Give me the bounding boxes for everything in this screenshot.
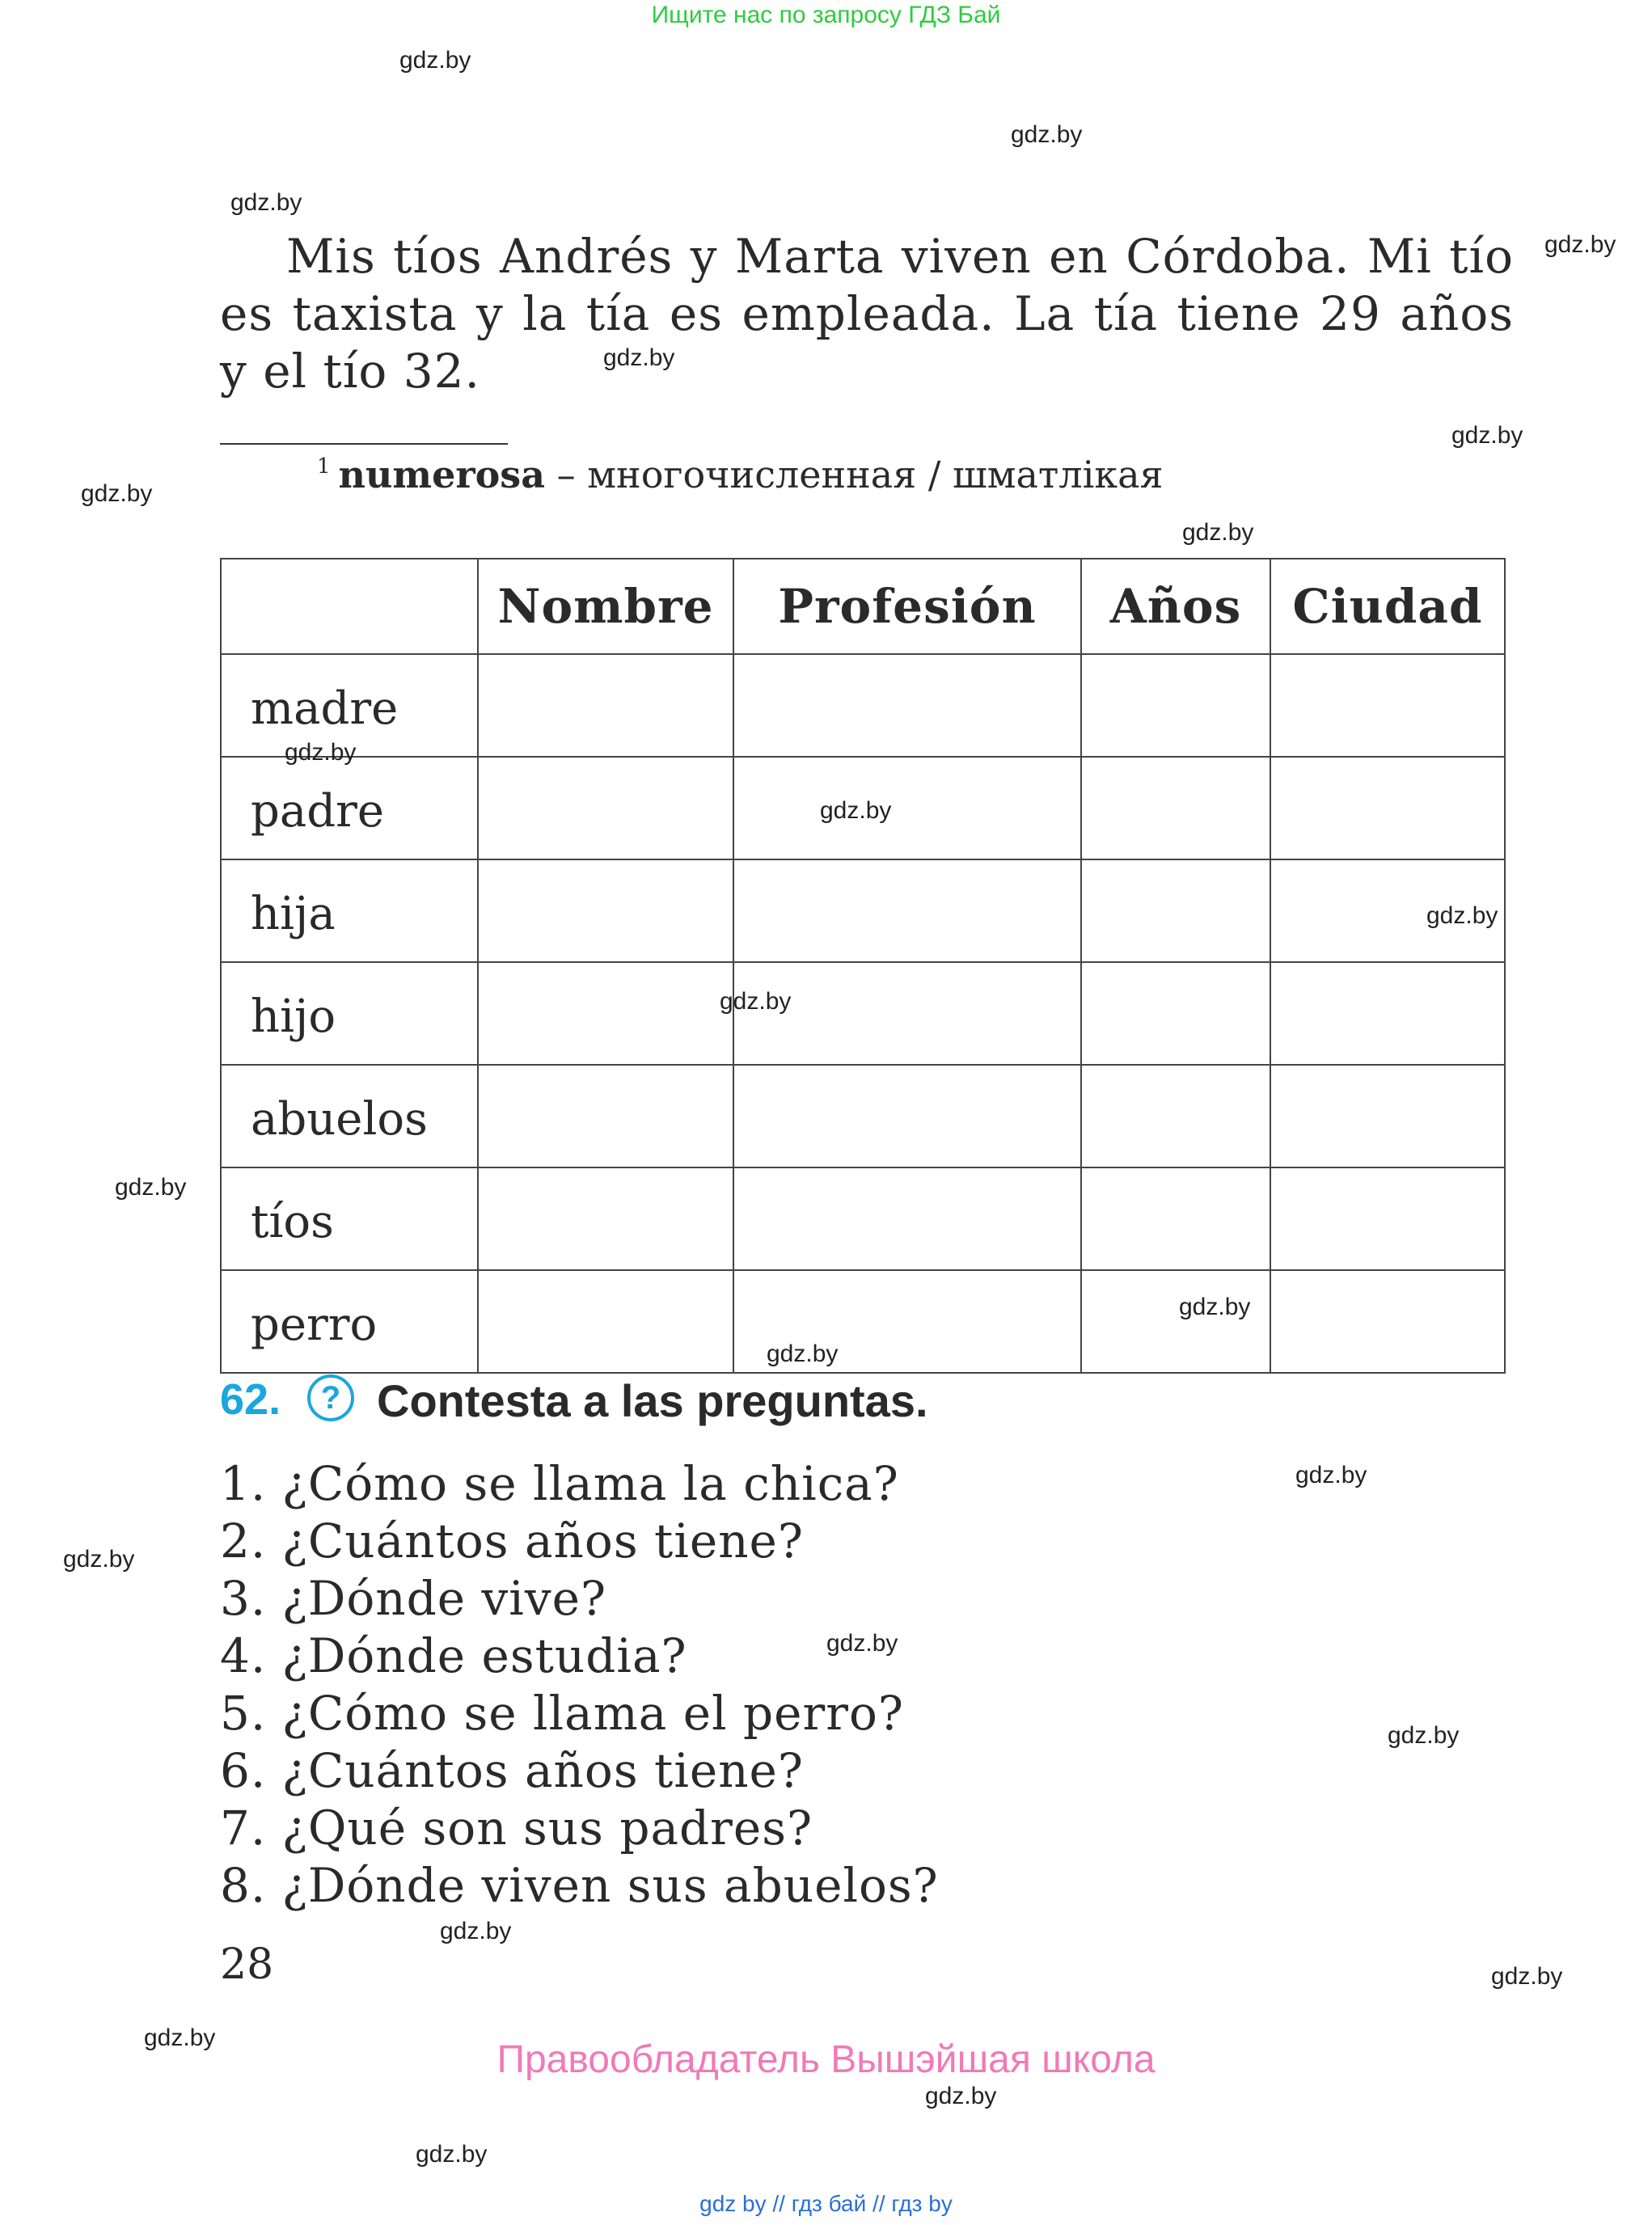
table-header-blank <box>221 559 478 654</box>
answer-cell[interactable] <box>1081 757 1270 859</box>
list-item: 3. ¿Dónde vive? <box>220 1571 607 1626</box>
row-label: perro <box>221 1270 478 1373</box>
watermark: gdz.by <box>720 988 792 1015</box>
answer-cell[interactable] <box>733 859 1081 962</box>
row-label: abuelos <box>221 1065 478 1167</box>
question-list <box>220 1455 939 1915</box>
list-item: 8. ¿Dónde viven sus abuelos? <box>220 1858 939 1913</box>
answer-cell[interactable] <box>478 1270 733 1373</box>
table-row <box>221 1270 1505 1373</box>
watermark: gdz.by <box>144 2024 216 2051</box>
answer-cell[interactable] <box>478 962 733 1065</box>
watermark: gdz.by <box>416 2141 488 2168</box>
exercise-title: Contesta a las preguntas. <box>377 1375 928 1426</box>
row-label: madre <box>221 654 478 757</box>
answer-cell[interactable] <box>1081 1270 1270 1373</box>
watermark: gdz.by <box>826 1630 898 1657</box>
watermark: gdz.by <box>1544 231 1616 258</box>
watermark: gdz.by <box>81 480 153 507</box>
table-header-nombre: Nombre <box>478 559 733 654</box>
table-row <box>221 962 1505 1065</box>
exercise-number: 62. <box>220 1375 281 1424</box>
watermark: gdz.by <box>285 739 357 766</box>
watermark: gdz.by <box>603 344 675 371</box>
table-row <box>221 859 1505 962</box>
list-item: 6. ¿Cuántos años tiene? <box>220 1743 804 1798</box>
intro-text: Mis tíos Andrés y Marta viven en Córdoba. Mi tío es taxista y la tía es empleada. La tía tiene 29 años y el tío 32. <box>220 229 1514 399</box>
answer-cell[interactable] <box>1270 1065 1505 1167</box>
intro-paragraph <box>220 228 1514 400</box>
watermark: gdz.by <box>925 2083 997 2109</box>
watermark: gdz.by <box>1491 1963 1563 1990</box>
watermark: gdz.by <box>115 1174 187 1201</box>
answer-cell[interactable] <box>733 1167 1081 1270</box>
answer-cell[interactable] <box>733 1065 1081 1167</box>
footer-links[interactable]: gdz by // гдз бай // гдз by <box>699 2191 953 2216</box>
answer-cell[interactable] <box>733 757 1081 859</box>
top-banner: Ищите нас по запросу ГДЗ Бай <box>651 2 1001 28</box>
row-label: padre <box>221 757 478 859</box>
row-label: hija <box>221 859 478 962</box>
family-table <box>220 558 1506 1374</box>
list-item: 7. ¿Qué son sus padres? <box>220 1801 813 1856</box>
table-header-ciudad: Ciudad <box>1270 559 1505 654</box>
watermark: gdz.by <box>1426 902 1498 929</box>
footnote-translation: многочисленная / шматлікая <box>587 453 1164 496</box>
answer-cell[interactable] <box>478 1065 733 1167</box>
watermark: gdz.by <box>767 1340 839 1367</box>
footnote <box>317 453 1164 496</box>
watermark: gdz.by <box>440 1918 512 1944</box>
page-number: 28 <box>220 1940 274 1989</box>
table-row <box>221 654 1505 757</box>
table-row <box>221 1167 1505 1270</box>
question-circle-icon: ? <box>307 1374 354 1421</box>
footnote-term: numerosa <box>338 453 545 496</box>
watermark: gdz.by <box>1011 121 1083 148</box>
answer-cell[interactable] <box>478 757 733 859</box>
answer-cell[interactable] <box>478 1167 733 1270</box>
table-header-profesion: Profesión <box>733 559 1081 654</box>
row-label: tíos <box>221 1167 478 1270</box>
answer-cell[interactable] <box>1270 1270 1505 1373</box>
answer-cell[interactable] <box>1081 859 1270 962</box>
row-label: hijo <box>221 962 478 1065</box>
watermark: gdz.by <box>1179 1294 1251 1320</box>
answer-cell[interactable] <box>1081 1167 1270 1270</box>
watermark: gdz.by <box>820 797 892 824</box>
list-item: 5. ¿Cómo se llama el perro? <box>220 1686 904 1741</box>
answer-cell[interactable] <box>1270 1167 1505 1270</box>
copyright-notice: Правообладатель Вышэйшая школа <box>496 2038 1156 2081</box>
answer-cell[interactable] <box>1270 654 1505 757</box>
footnote-divider <box>220 443 508 445</box>
footnote-dash: – <box>556 453 576 496</box>
answer-cell[interactable] <box>1081 654 1270 757</box>
answer-cell[interactable] <box>478 859 733 962</box>
watermark: gdz.by <box>63 1546 135 1573</box>
watermark: gdz.by <box>230 189 302 216</box>
footnote-number: 1 <box>317 454 331 479</box>
list-item: 2. ¿Cuántos años tiene? <box>220 1514 804 1568</box>
answer-cell[interactable] <box>733 654 1081 757</box>
watermark: gdz.by <box>1388 1722 1460 1749</box>
watermark: gdz.by <box>1182 519 1254 546</box>
answer-cell[interactable] <box>1270 962 1505 1065</box>
answer-cell[interactable] <box>478 654 733 757</box>
answer-cell[interactable] <box>1081 962 1270 1065</box>
watermark: gdz.by <box>1451 422 1523 449</box>
table-header-row <box>221 559 1505 654</box>
watermark: gdz.by <box>399 47 471 74</box>
table-row <box>221 1065 1505 1167</box>
table-header-anos: Años <box>1081 559 1270 654</box>
answer-cell[interactable] <box>1081 1065 1270 1167</box>
watermark: gdz.by <box>1295 1462 1367 1488</box>
answer-cell[interactable] <box>1270 757 1505 859</box>
list-item: 4. ¿Dónde estudia? <box>220 1628 687 1683</box>
list-item: 1. ¿Cómo se llama la chica? <box>220 1456 899 1511</box>
